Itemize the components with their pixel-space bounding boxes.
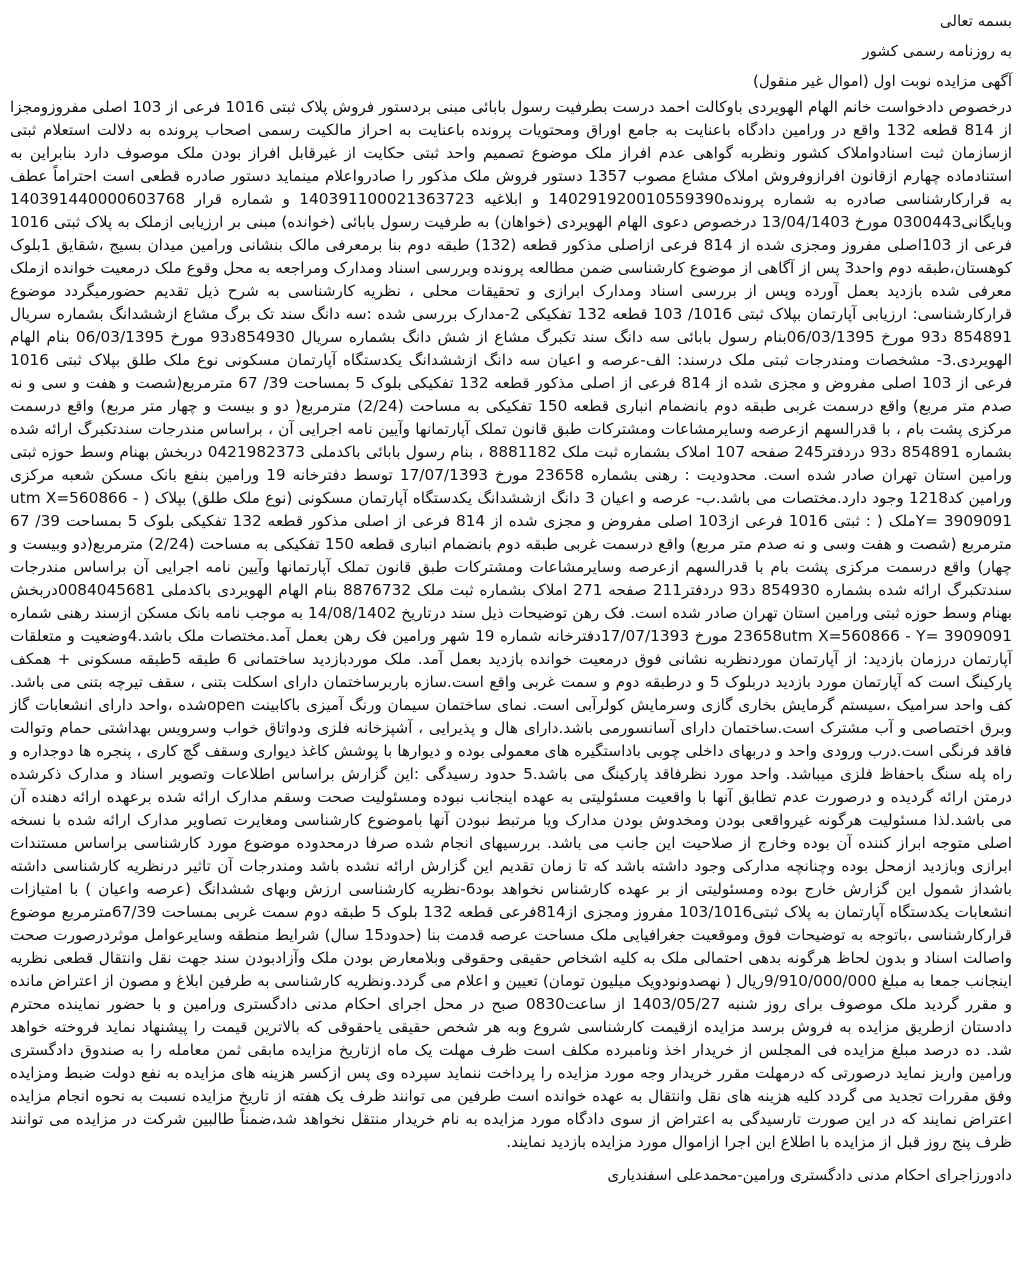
notice-title: آگهی مزایده نوبت اول (اموال غیر منقول) [752,72,1012,90]
signature: دادورزاجرای احکام مدنی دادگستری ورامین-محمدعلی اسفندیاری [607,1166,1012,1184]
addressee: به روزنامه رسمی کشور [862,42,1012,60]
notice-body: درخصوص دادخواست خانم الهام الهویردی باوکالت احمد درست بطرفیت رسول بابائی مبنی بردستور فروش پلاک ثبتی 1016 فرعی از 103 اصلی مفروزومجزا از 814 قطعه 132 واقع در ورامین دادگاه باعنایت به جامع اوراق ومحتویات پرونده باعنایت به احراز مالکیت رسمی اصحاب پرونده به دلالت استعلام ثبتی ازسازمان ثبت اسنادواملاک کشور ونظربه گواهی عدم افراز ملک موضوع تصمیم واحد ثبتی حکایت از غیرقابل افراز بودن ملک موصوف دارد بنابراین به استنادماده چهارم ازقانون افرازوفروش املاک مشاع مصوب 1357 دستور فروش ملک مذکور را صادرواعلام مینماید دستور صادره قطعی است احتراماً عطف به قرارکارشناسی صادره به شماره پرونده140291920010559390 و ابلاغیه 140391100021363723 و شماره قرار 140391440000603768 وبایگانی0300443 مورخ 13/04/1403 درخصوص دعوی الهام الهویردی (خواهان) به طرفیت رسول بابائی (خوانده) مبنی بر ارزیابی ازملک به پلاک ثبتی 1016 فرعی از 103اصلی مفروز ومجزی شده از 814 فرعی ازاصلی مذکور قطعه (132) طبقه دوم بنا برمعرفی مالک بنشانی ورامین میدان بسیج ،شقایق 1بلوک کوهستان،طبقه دوم واحد3 پس از آگاهی از موضوع کارشناسی ضمن مطالعه پرونده وبررسی اسناد ومدارک ومراجعه به محل وقوع ملک درمعیت خوانده ازملک معرفی شده بازدید بعمل آورده وپس از بررسی اسناد ومدارک ابرازی و تحقیقات محلی ، نظریه کارشناسی به شرح ذیل تقدیم حضورمیگردد موضوع قرارکارشناسی: ارزیابی آپارتمان بپلاک ثبتی 1016/ 103 قطعه 132 تفکیکی 2-مدارک بررسی شده :سه دانگ سند تک برگ مشاع ازششدانگ بشماره سریال 854891 د93 مورخ 06/03/1395بنام رسول بابائی سه دانگ سند تکبرگ مشاع از شش دانگ بشماره سریال 854930د93 مورخ 06/03/1395 بنام الهام الهویردی.3- مشخصات ومندرجات ثبتی ملک درسند: الف-عرصه و اعیان سه دانگ ازششدانگ یکدستگاه آپارتمان مسکونی نوع ملک طلق بپلاک ثبتی 1016 فرعی از 103 اصلی مفروض و مجزی شده از 814 فرعی از اصلی مذکور قطعه 132 تفکیکی بلوک 5 بمساحت 39/ 67 مترمربع(شصت و هفت و سی و نه صدم متر مربع) واقع درسمت غربی طبقه دوم بانضمام انباری قطعه 150 تفکیکی به مساحت (2/24) مترمربع( دو و بیست و چهار متر مربع) واقع درسمت مرکزی پشت بام ، با قدرالسهم ازعرصه وسایرمشاعات ومشترکات طبق قانون تملک آپارتمانها وآیین نامه اجرایی آن ، براساس مندرجات سندتکبرگ ارائه شده بشماره 854891 د93 دردفتر245 صفحه 107 املاک بشماره ثبت ملک 8881182 ، بنام رسول بابائی باکدملی 0421982373 دربخش بهنام وسط حوزه ثبتی ورامین استان تهران صادر شده است. محدودیت : رهنی بشماره 23658 مورخ 17/07/1393 توسط دفترخانه 19 ورامین بنفع بانک مسکن شعبه مرکزی ورامین کد1218 وجود دارد.مختصات می باشد.ب- عرصه و اعیان 3 دانگ ازششدانگ یکدستگاه آپارتمان مسکونی (نوع ملک طلق) بپلاک ( utm X=560866 -Y= 3909091ملک ( : ثبتی 1016 فرعی از103 اصلی مفروض و مجزی شده از 814 فرعی از اصلی مذکور قطعه 132 تفکیکی بلوک 5 بمساحت 39/ 67 مترمربع (شصت و هفت وسی و نه صدم متر مربع) واقع درسمت غربی طبقه دوم بانضمام انباری قطعه 150 تفکیکی به مساحت (2/24) مترمربع(دو وبیست و چهار) واقع درسمت مرکزی پشت بام با قدرالسهم ازعرصه وسایرمشاعات ومشترکات طبق قانون تملک آپارتمانها وآیین نامه اجرایی آن براساس مندرجات سندتکبرگ ارائه شده بشماره 854930 د93 دردفتر211 صفحه 271 املاک بشماره ثبت ملک 8876732 بنام الهام الهویردی باکدملی 0084045681دربخش بهنام وسط حوزه ثبتی ورامین استان تهران صادر شده است. فک رهن توضیحات ذیل سند درتاریخ 14/08/1402 به موجب نامه بانک مسکن ازسند رهنی شماره 23658utm X=560866 - Y= 3909091 مورخ 17/07/1393دفترخانه شماره 19 شهر ورامین فک رهن بعمل آمد.مختصات ملک باشد.4وضعیت و متعلقات آپارتمان درزمان بازدید: از آپارتمان موردنظربه نشانی فوق درمعیت خوانده بازدید بعمل آمد. ملک موردبازدید ساختمانی 6 طبقه 5طبقه مسکونی + همکف پارکینگ است که آپارتمان مورد بازدید دربلوک 5 و درطبقه دوم و سمت غربی واقع است.سازه باربرساختمان دارای اسکلت بتنی ، سقف تیرچه بتنی می باشد. کف واحد سرامیک ،سیستم گرمایش بخاری گازی وسرمایش کولرآبی است. نمای ساختمان سیمان ورنگ آمیزی باکابینت openشده ،واحد دارای انشعابات گاز وبرق اختصاصی و آب مشترک است.ساختمان دارای آسانسورمی باشد.دارای هال و پذیرایی ، آشپزخانه فلزی ودواتاق خواب وسرویس بهداشتی حمام وتوالت فاقد فرنگی است.درب ورودی واحد و دربهای داخلی چوبی باداستگیره های معمولی بوده و دیوارها با پوشش کاغذ دیواری وسقف گچ کاری ، پنجره ها دوجداره و راه پله سنگ باحفاظ فلزی میباشد. واحد مورد نظرفاقد پارکینگ می باشد.5 حدود رسیدگی :این گزارش براساس اطلاعات وتصویر اسناد و مدارک ذکرشده درمتن ارائه گردیده و درصورت عدم تطابق آنها با واقعیت مسئولیتی به عهده اینجانب نبوده ومسئولیت صحت وسقم مدارک ارائه شده برعهده ارائه دهنده آن می باشد.لذا مسئولیت هرگونه غیرواقعی بودن ومخدوش بودن مدارک ویا مرتبط نبودن آنها باموضوع کارشناسی ومغایرت تصاویر مدارک ارائه شده با نسخه اصلی متوجه ابراز کننده آن بوده وخارج از صلاحیت این جانب می باشد. بررسیهای انجام شده صرفا درمحدوده موضوع مورد کارشناسی براساس مستندات ابرازی وبازدید ازمحل بوده وچنانچه مدارکی وجود داشته باشد که تا زمان تقدیم این گزارش ارائه نشده باشد ومندرجات آن تاثیر درنظریه کارشناسی داشته باشداز شمول این گزارش خارج بوده ومسئولیتی از بر عهده کارشناس نخواهد بود6-نظریه کارشناسی ارزش وبهای ششدانگ (عرصه واعیان ) با امتیازات انشعابات یکدستگاه آپارتمان به پلاک ثبتی103/1016 مفروز ومجزی از814فرعی قطعه 132 بلوک 5 طبقه دوم سمت غربی بمساحت 67/39مترمربع موضوع قرارکارشناسی ،باتوجه به توضیحات فوق وموقعیت جغرافیایی ملک مساحت عرصه قدمت بنا (حدود15 سال) شرایط منطقه وسایرعوامل موثردرصورت صحت واصالت اسناد و بدون لحاظ هرگونه بدهی احتمالی ملک به کلیه اشخاص حقیقی وحقوقی وبلامعارض بودن ملک وآزادبودن سند جهت نقل وانتقال قطعی نظریه اینجانب جمعا به مبلغ 9/910/000/000ریال ( نهصدونودویک میلیون تومان) تعیین و اعلام می گردد.ونظریه کارشناسی به طرفین ابلاغ و مصون از اعتراض مانده و مقرر گردید ملک موصوف برای روز شنبه 1403/05/27 از ساعت0830 صبح در محل اجرای احکام مدنی دادگستری ورامین و با حضور نماینده محترم دادستان ازطریق مزایده به فروش برسد مزایده ازقیمت کارشناسی شروع وبه هر شخص حقیقی یاحقوقی که بالاترین قیمت را پیشنهاد نماید فروخته خواهد شد. ده درصد مبلغ مزایده فی المجلس از خریدار اخذ ونامبرده مکلف است ظرف مهلت یک ماه ازتاریخ مزایده مابقی ثمن معامله را به صندوق دادگستری ورامین واریز نماید درصورتی که درمهلت مقرر خریدار وجه مورد مزایده را پرداخت ننماید سپرده وی پس ازکسر هزینه های مزایده به نفع دولت ضبط ومزایده وفق مقررات تجدید می گردد کلیه هزینه های نقل وانتقال به عهده خوانده است طرفین می توانند ظرف یک هفته از تاریخ مزایده نسبت به نحوه انجام مزایده اعتراض نمایند که در این صورت تارسیدگی به اعتراض از سوی دادگاه مورد مزایده به نام خریدار منتقل نخواهد شد،ضمناً طالبین شرکت در مزایده می توانند ظرف پنج روز قبل از مزایده با اطلاع این اجرا ازاموال مورد مزایده بازدید نمایند. [10,98,1013,1151]
salutation: بسمه تعالی [939,12,1012,30]
